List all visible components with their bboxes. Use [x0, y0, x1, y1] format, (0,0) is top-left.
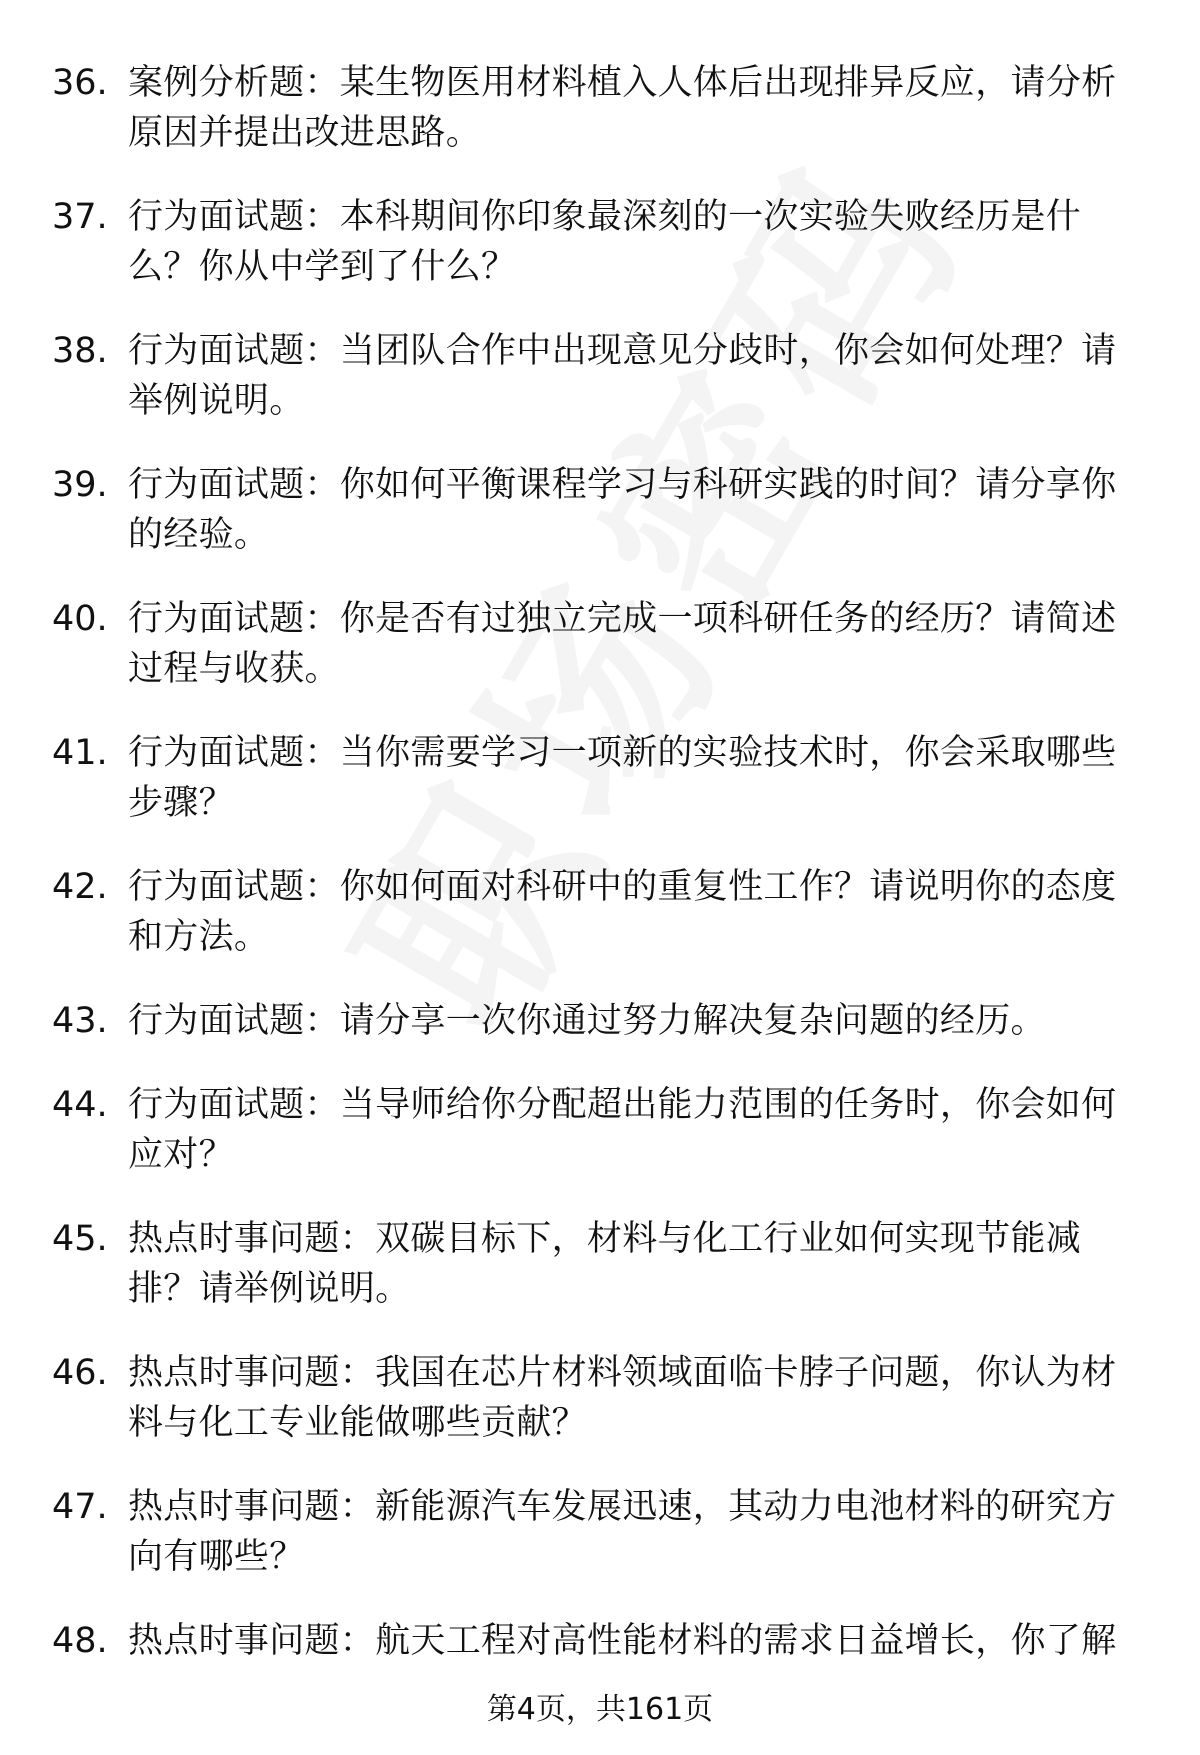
question-number: 45.: [52, 1219, 108, 1259]
question-item: [0, 192, 1200, 292]
question-number: 42.: [52, 867, 108, 907]
question-number: 44.: [52, 1085, 108, 1125]
question-number: 47.: [52, 1487, 108, 1527]
question-number: 43.: [52, 1001, 108, 1041]
question-text: 行为面试题：请分享一次你通过努力解决复杂问题的经历。: [128, 1001, 1046, 1041]
question-text: 行为面试题：你是否有过独立完成一项科研任务的经历？请简述过程与收获。: [128, 599, 1117, 689]
question-item: [0, 996, 1200, 1046]
page-number-footer: 第4页，共161页: [486, 1692, 714, 1727]
question-number: 40.: [52, 599, 108, 639]
question-item: [0, 1482, 1200, 1582]
question-text: 热点时事问题：我国在芯片材料领域面临卡脖子问题，你认为材料与化工专业能做哪些贡献？: [128, 1353, 1117, 1443]
question-item: [0, 460, 1200, 560]
question-item: [0, 594, 1200, 694]
question-item: [0, 58, 1200, 158]
question-item: [0, 1616, 1200, 1666]
question-number: 39.: [52, 465, 108, 505]
question-list: [0, 58, 1200, 1700]
question-text: 行为面试题：当导师给你分配超出能力范围的任务时，你会如何应对？: [128, 1085, 1117, 1175]
question-text: 热点时事问题：航天工程对高性能材料的需求日益增长，你了解: [128, 1621, 1117, 1661]
question-text: 行为面试题：你如何平衡课程学习与科研实践的时间？请分享你的经验。: [128, 465, 1117, 555]
question-number: 41.: [52, 733, 108, 773]
question-text: 案例分析题：某生物医用材料植入人体后出现排异反应，请分析原因并提出改进思路。: [128, 63, 1117, 153]
question-text: 行为面试题：当你需要学习一项新的实验技术时，你会采取哪些步骤？: [128, 733, 1117, 823]
question-number: 38.: [52, 331, 108, 371]
question-text: 热点时事问题：双碳目标下，材料与化工行业如何实现节能减排？请举例说明。: [128, 1219, 1082, 1309]
question-number: 48.: [52, 1621, 108, 1661]
question-number: 37.: [52, 197, 108, 237]
question-item: [0, 728, 1200, 828]
question-text: 行为面试题：本科期间你印象最深刻的一次实验失败经历是什么？你从中学到了什么？: [128, 197, 1082, 287]
question-item: [0, 1080, 1200, 1180]
question-item: [0, 862, 1200, 962]
question-item: [0, 326, 1200, 426]
question-item: [0, 1348, 1200, 1448]
question-text: 行为面试题：当团队合作中出现意见分歧时，你会如何处理？请举例说明。: [128, 331, 1117, 421]
question-number: 36.: [52, 63, 108, 103]
question-item: [0, 1214, 1200, 1314]
question-text: 行为面试题：你如何面对科研中的重复性工作？请说明你的态度和方法。: [128, 867, 1117, 957]
question-text: 热点时事问题：新能源汽车发展迅速，其动力电池材料的研究方向有哪些？: [128, 1487, 1117, 1577]
question-number: 46.: [52, 1353, 108, 1393]
